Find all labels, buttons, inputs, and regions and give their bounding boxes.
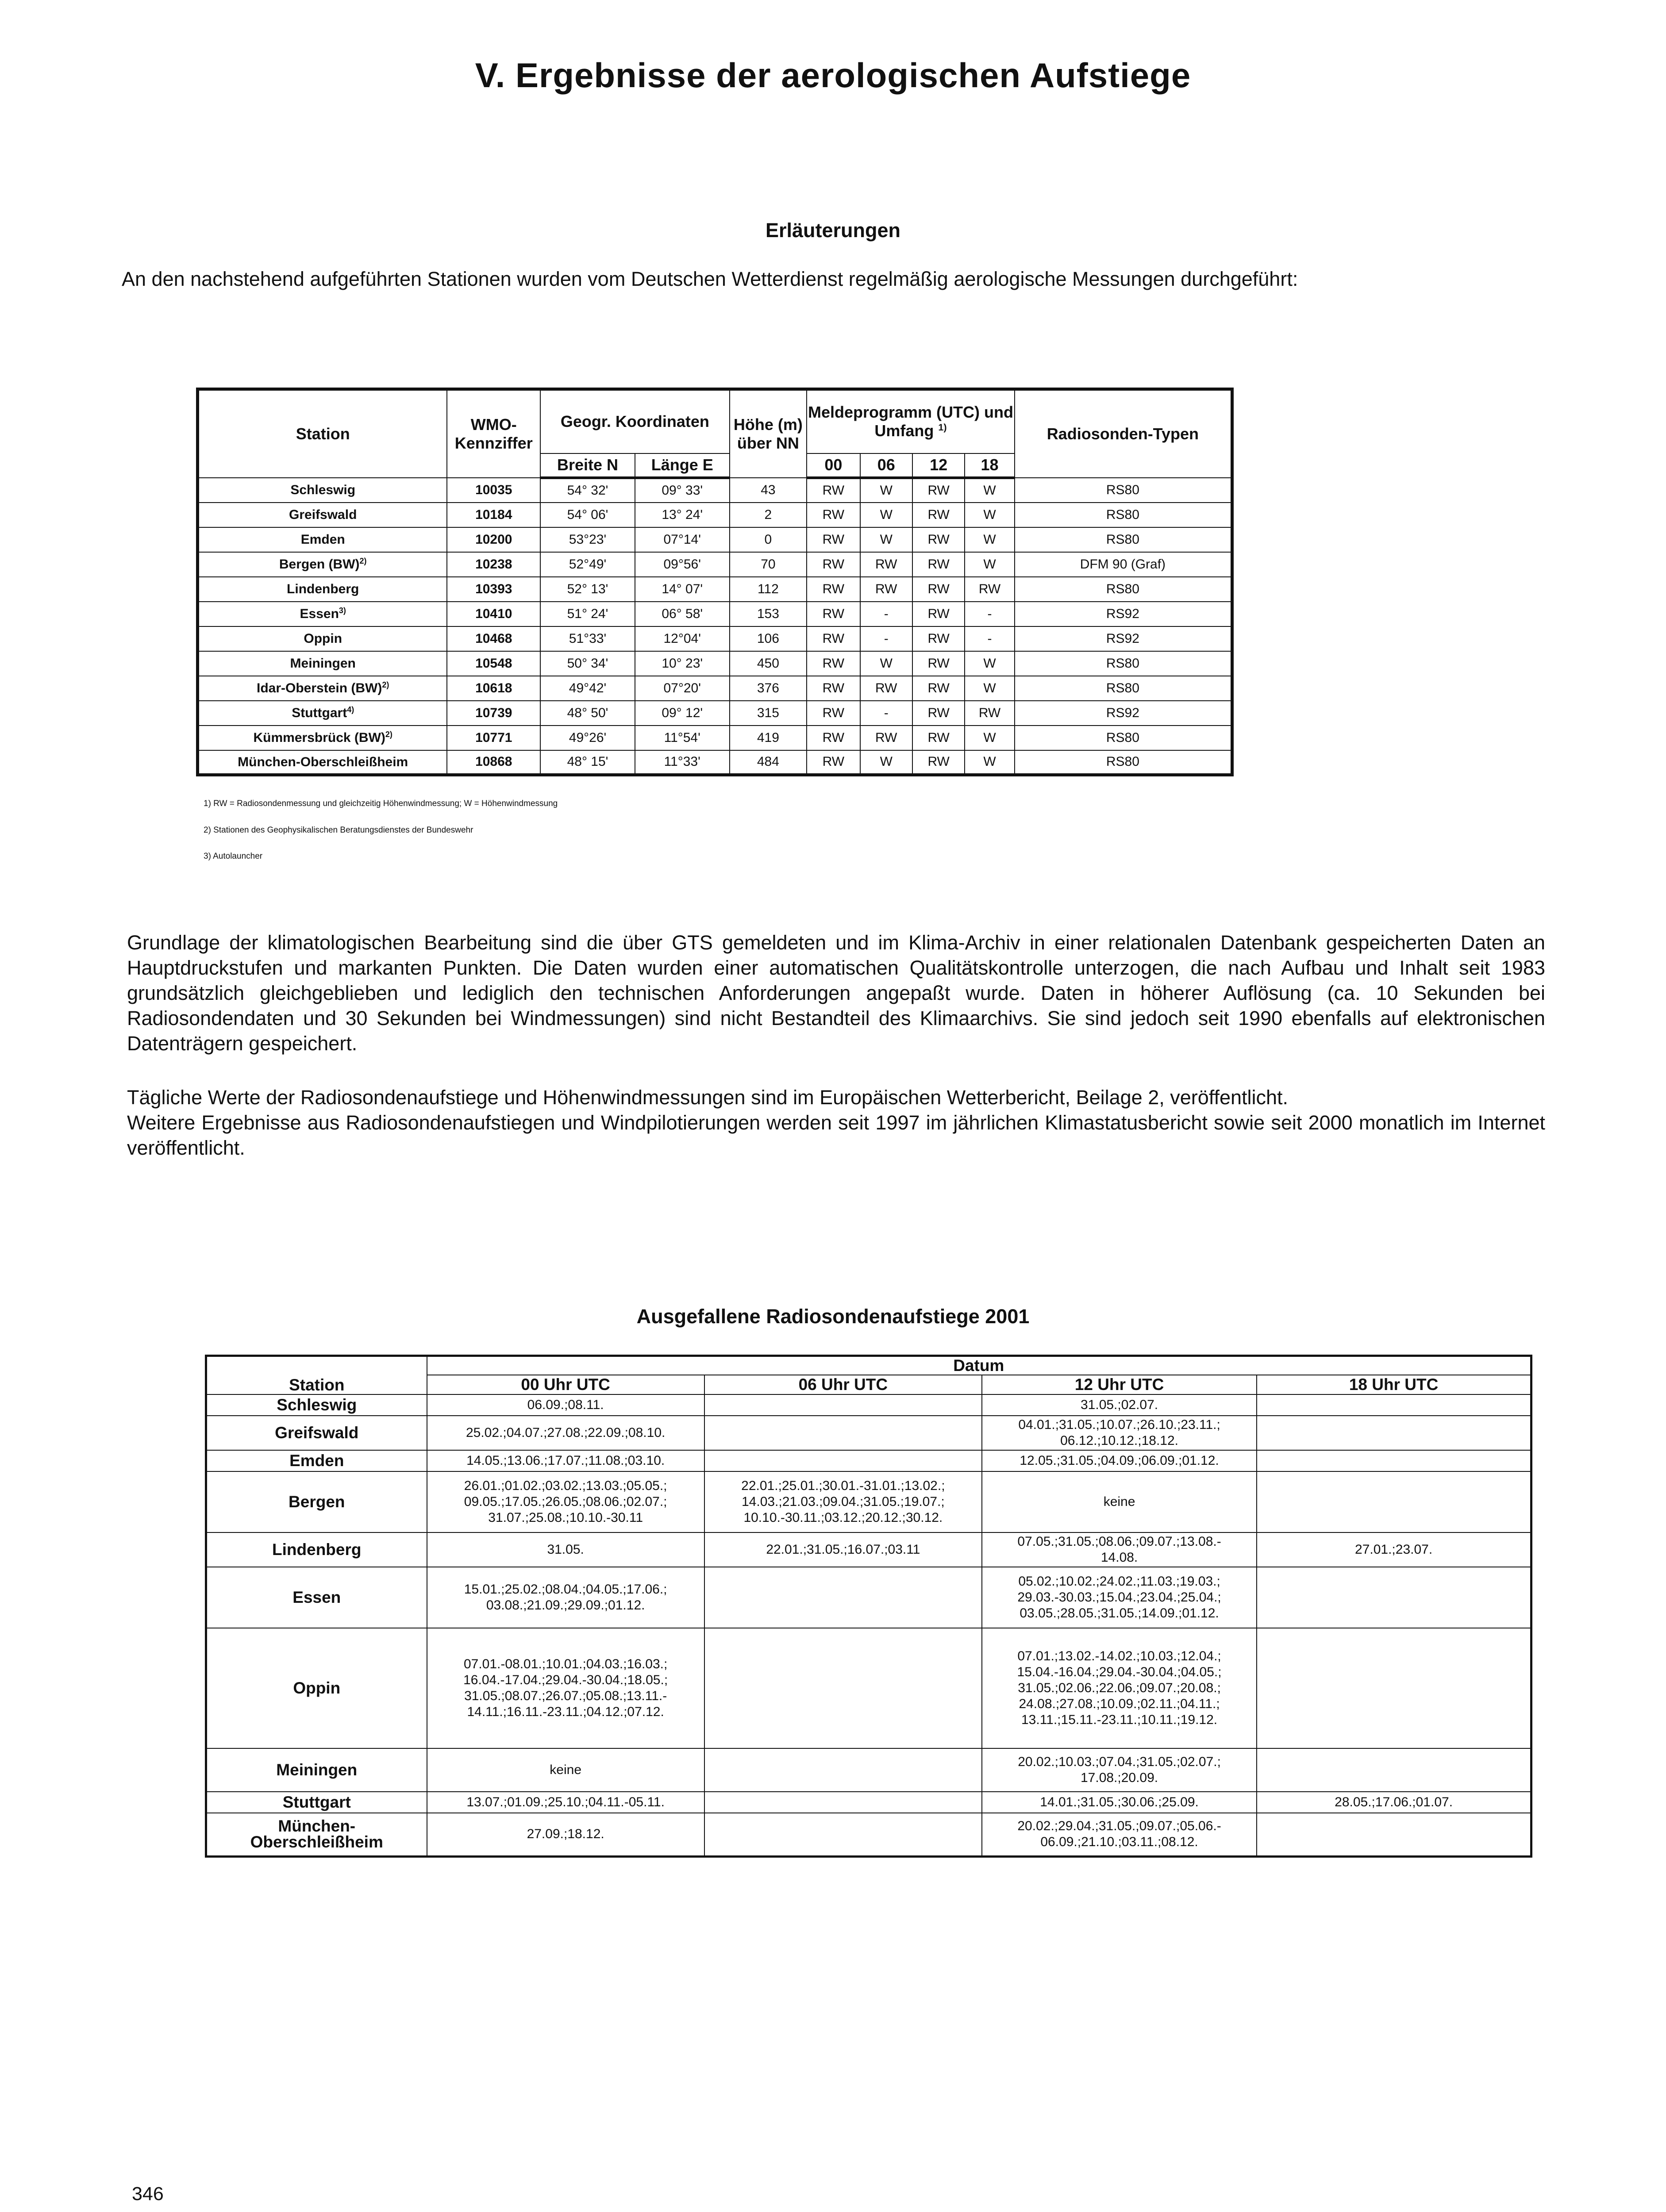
failure-12: 04.01.;31.05.;10.07.;26.10.;23.11.; 06.12.;10.12.;18.12. <box>982 1416 1257 1450</box>
station-name: Lindenberg <box>198 577 447 602</box>
paragraph-grundlage: Grundlage der klimatologischen Bearbeitung sind die über GTS gemeldeten und im Klima-Archiv in einer relationalen Datenbank gespeicherten Daten an Hauptdruckstufen und markanten Punkten. Die Daten wurden einer automatischen Qualitätskontrolle unterzogen, die nach Aufbau und Inhalt seit 1983 grundsätzlich gleichgeblieben und lediglich den technischen Anforderungen angepaßt wurde. Daten in höherer Auflösung (ca. 10 Sekunden bei Radiosondendaten und 30 Sekunden bei Windmessungen) sind nicht Bestandteil des Klimaarchivs. Sie sind jedoch seit 1990 ebenfalls auf elektronischen Datenträgern gespeichert. <box>127 931 1545 1055</box>
breite: 49°42' <box>540 676 635 701</box>
failure-00: keine <box>427 1748 704 1792</box>
program-12: RW <box>912 676 965 701</box>
station-row <box>198 676 1232 701</box>
failure-12: 07.05.;31.05.;08.06.;09.07.;13.08.- 14.08. <box>982 1532 1257 1567</box>
breite: 53°23' <box>540 527 635 552</box>
program-18: - <box>965 602 1014 626</box>
header-wmo: WMO-Kennziffer <box>447 389 540 478</box>
breite: 48° 50' <box>540 701 635 726</box>
footnote-2: 2) Stationen des Geophysikalischen Beratungsdienstes der Bundeswehr <box>204 826 473 835</box>
laenge: 06° 58' <box>635 602 730 626</box>
station-name: Meiningen <box>198 651 447 676</box>
failure-12: 14.01.;31.05.;30.06.;25.09. <box>982 1792 1257 1813</box>
failure-00: 06.09.;08.11. <box>427 1394 704 1416</box>
failure-row <box>206 1450 1531 1471</box>
failure-06 <box>704 1567 982 1628</box>
failure-row <box>206 1416 1531 1450</box>
program-18: W <box>965 552 1014 577</box>
laenge: 11°54' <box>635 726 730 750</box>
program-00: RW <box>807 503 860 527</box>
program-00: RW <box>807 651 860 676</box>
laenge: 12°04' <box>635 626 730 651</box>
stations-table <box>196 388 1234 776</box>
program-18: W <box>965 676 1014 701</box>
failure-station: Bergen <box>206 1471 427 1532</box>
failure-row <box>206 1532 1531 1567</box>
program-06: RW <box>860 726 912 750</box>
program-18: RW <box>965 577 1014 602</box>
breite: 51° 24' <box>540 602 635 626</box>
laenge: 13° 24' <box>635 503 730 527</box>
page-title: V. Ergebnisse der aerologischen Aufstiege <box>475 56 1191 95</box>
failure-station: Oppin <box>206 1628 427 1748</box>
program-12: RW <box>912 602 965 626</box>
program-18: W <box>965 478 1014 503</box>
wmo-code: 10739 <box>447 701 540 726</box>
hoehe: 2 <box>730 503 807 527</box>
hoehe: 153 <box>730 602 807 626</box>
failure-06 <box>704 1748 982 1792</box>
program-18: RW <box>965 701 1014 726</box>
intro-text: An den nachstehend aufgeführten Stationen wurden vom Deutschen Wetterdienst regelmäßig aerologische Messungen durchgeführt: <box>122 268 1298 290</box>
failure-12: 20.02.;29.04.;31.05.;09.07.;05.06.- 06.09.;21.10.;03.11.;08.12. <box>982 1813 1257 1856</box>
header-meldeprogramm: Meldeprogramm (UTC) und Umfang $^{1)}$ <box>807 389 1015 453</box>
station-name: Idar-Oberstein (BW)$^{2)}$ <box>198 676 447 701</box>
laenge: 07°14' <box>635 527 730 552</box>
station-row <box>198 527 1232 552</box>
laenge: 09°56' <box>635 552 730 577</box>
laenge: 10° 23' <box>635 651 730 676</box>
wmo-code: 10468 <box>447 626 540 651</box>
breite: 49°26' <box>540 726 635 750</box>
program-12: RW <box>912 726 965 750</box>
program-18: W <box>965 503 1014 527</box>
wmo-code: 10238 <box>447 552 540 577</box>
failure-row <box>206 1628 1531 1748</box>
laenge: 07°20' <box>635 676 730 701</box>
hoehe: 315 <box>730 701 807 726</box>
failure-18 <box>1257 1748 1531 1792</box>
failure-row <box>206 1471 1531 1532</box>
hoehe: 450 <box>730 651 807 676</box>
laenge: 09° 33' <box>635 478 730 503</box>
failure-18 <box>1257 1567 1531 1628</box>
header-06: 06 <box>860 453 912 478</box>
program-18: W <box>965 750 1014 775</box>
header-laenge: Länge E <box>635 453 730 478</box>
failure-00: 14.05.;13.06.;17.07.;11.08.;03.10. <box>427 1450 704 1471</box>
failure-12: 31.05.;02.07. <box>982 1394 1257 1416</box>
footnote-1: 1) RW = Radiosondenmessung und gleichzeitig Höhenwindmessung; W = Höhenwindmessung <box>204 799 558 808</box>
station-name: Bergen (BW)$^{2)}$ <box>198 552 447 577</box>
failure-row <box>206 1813 1531 1856</box>
program-06: RW <box>860 676 912 701</box>
failure-18 <box>1257 1471 1531 1532</box>
program-18: W <box>965 527 1014 552</box>
breite: 54° 06' <box>540 503 635 527</box>
failure-00: 27.09.;18.12. <box>427 1813 704 1856</box>
hoehe: 376 <box>730 676 807 701</box>
failures-header-station: Station <box>206 1356 427 1395</box>
program-00: RW <box>807 552 860 577</box>
wmo-code: 10410 <box>447 602 540 626</box>
failure-00: 15.01.;25.02.;08.04.;04.05.;17.06.; 03.08.;21.09.;29.09.;01.12. <box>427 1567 704 1628</box>
station-row <box>198 651 1232 676</box>
header-typen: Radiosonden-Typen <box>1015 389 1232 478</box>
hoehe: 419 <box>730 726 807 750</box>
failure-12: 07.01.;13.02.-14.02.;10.03.;12.04.; 15.04.-16.04.;29.04.-30.04.;04.05.; 31.05.;02.06.;22.06.;09.07.;20.08.; 24.08.;27.08.;10.09.;02.11.;04.11.; 13.11.;15.11.-23.11.;10.11.;19.12. <box>982 1628 1257 1748</box>
program-06: - <box>860 626 912 651</box>
failure-row <box>206 1394 1531 1416</box>
failure-12: keine <box>982 1471 1257 1532</box>
failures-header-12: 12 Uhr UTC <box>982 1375 1257 1394</box>
header-18: 18 <box>965 453 1014 478</box>
program-00: RW <box>807 701 860 726</box>
station-row <box>198 726 1232 750</box>
section-heading-ausgefallene: Ausgefallene Radiosondenaufstiege 2001 <box>636 1305 1030 1328</box>
failures-table <box>205 1355 1532 1858</box>
program-12: RW <box>912 527 965 552</box>
station-name: Kümmersbrück (BW)$^{2)}$ <box>198 726 447 750</box>
program-12: RW <box>912 701 965 726</box>
program-12: RW <box>912 750 965 775</box>
failure-12: 20.02.;10.03.;07.04.;31.05.;02.07.; 17.08.;20.09. <box>982 1748 1257 1792</box>
hoehe: 112 <box>730 577 807 602</box>
breite: 48° 15' <box>540 750 635 775</box>
failure-18 <box>1257 1450 1531 1471</box>
station-name: Schleswig <box>198 478 447 503</box>
footnote-3: 3) Autolauncher <box>204 852 263 861</box>
failure-12: 05.02.;10.02.;24.02.;11.03.;19.03.; 29.03.-30.03.;15.04.;23.04.;25.04.; 03.05.;28.05.;31.05.;14.09.;01.12. <box>982 1567 1257 1628</box>
radiosonde-type: RS80 <box>1015 726 1232 750</box>
radiosonde-type: RS80 <box>1015 503 1232 527</box>
failure-row <box>206 1748 1531 1792</box>
program-00: RW <box>807 626 860 651</box>
paragraph-taegliche-werte: Tägliche Werte der Radiosondenaufstiege und Höhenwindmessungen sind im Europäischen Wetterbericht, Beilage 2, veröffentlicht. <box>127 1086 1289 1109</box>
failure-18: 28.05.;17.06.;01.07. <box>1257 1792 1531 1813</box>
paragraph-weitere-ergebnisse: Weitere Ergebnisse aus Radiosondenaufstiegen und Windpilotierungen werden seit 1997 im jährlichen Klimastatusbericht sowie seit 2000 monatlich im Internet veröffentlicht. <box>127 1111 1545 1159</box>
station-name: Oppin <box>198 626 447 651</box>
failure-station: Essen <box>206 1567 427 1628</box>
radiosonde-type: RS92 <box>1015 602 1232 626</box>
failure-18 <box>1257 1628 1531 1748</box>
radiosonde-type: RS80 <box>1015 651 1232 676</box>
program-06: RW <box>860 552 912 577</box>
failure-18: 27.01.;23.07. <box>1257 1532 1531 1567</box>
program-12: RW <box>912 552 965 577</box>
program-12: RW <box>912 478 965 503</box>
failure-station: Schleswig <box>206 1394 427 1416</box>
failure-station: Stuttgart <box>206 1792 427 1813</box>
failures-header-00: 00 Uhr UTC <box>427 1375 704 1394</box>
hoehe: 70 <box>730 552 807 577</box>
failure-00: 26.01.;01.02.;03.02.;13.03.;05.05.; 09.05.;17.05.;26.05.;08.06.;02.07.; 31.07.;25.08.;10.10.-30.11 <box>427 1471 704 1532</box>
program-12: RW <box>912 503 965 527</box>
program-06: - <box>860 602 912 626</box>
station-name: Emden <box>198 527 447 552</box>
failure-06 <box>704 1450 982 1471</box>
header-koordinaten: Geogr. Koordinaten <box>540 389 729 453</box>
breite: 52°49' <box>540 552 635 577</box>
laenge: 11°33' <box>635 750 730 775</box>
header-station: Station <box>198 389 447 478</box>
failure-06: 22.01.;31.05.;16.07.;03.11 <box>704 1532 982 1567</box>
failure-station: Greifswald <box>206 1416 427 1450</box>
station-name: Essen$^{3)}$ <box>198 602 447 626</box>
hoehe: 484 <box>730 750 807 775</box>
station-name: Stuttgart$^{4)}$ <box>198 701 447 726</box>
breite: 50° 34' <box>540 651 635 676</box>
section-heading-erlaeuterungen: Erläuterungen <box>765 219 901 242</box>
failure-station: Meiningen <box>206 1748 427 1792</box>
program-12: RW <box>912 651 965 676</box>
station-row <box>198 626 1232 651</box>
failure-06: 22.01.;25.01.;30.01.-31.01.;13.02.; 14.03.;21.03.;09.04.;31.05.;19.07.; 10.10.-30.11.;03.12.;20.12.;30.12. <box>704 1471 982 1532</box>
program-18: W <box>965 651 1014 676</box>
failures-header-datum: Datum <box>427 1356 1531 1375</box>
breite: 52° 13' <box>540 577 635 602</box>
program-00: RW <box>807 478 860 503</box>
program-18: - <box>965 626 1014 651</box>
station-row <box>198 503 1232 527</box>
breite: 54° 32' <box>540 478 635 503</box>
failure-06 <box>704 1416 982 1450</box>
program-06: W <box>860 651 912 676</box>
wmo-code: 10393 <box>447 577 540 602</box>
failure-00: 25.02.;04.07.;27.08.;22.09.;08.10. <box>427 1416 704 1450</box>
laenge: 14° 07' <box>635 577 730 602</box>
radiosonde-type: RS80 <box>1015 527 1232 552</box>
wmo-code: 10868 <box>447 750 540 775</box>
header-00: 00 <box>807 453 860 478</box>
wmo-code: 10618 <box>447 676 540 701</box>
program-06: RW <box>860 577 912 602</box>
program-06: - <box>860 701 912 726</box>
station-row <box>198 750 1232 775</box>
program-00: RW <box>807 527 860 552</box>
station-row <box>198 577 1232 602</box>
program-00: RW <box>807 726 860 750</box>
failure-18 <box>1257 1416 1531 1450</box>
program-06: W <box>860 527 912 552</box>
radiosonde-type: RS92 <box>1015 701 1232 726</box>
failure-row <box>206 1792 1531 1813</box>
failure-row <box>206 1567 1531 1628</box>
failure-00: 07.01.-08.01.;10.01.;04.03.;16.03.; 16.04.-17.04.;29.04.-30.04.;18.05.; 31.05.;08.07.;26.07.;05.08.;13.11.- 14.11.;16.11.-23.11.;04.12.;07.12. <box>427 1628 704 1748</box>
wmo-code: 10035 <box>447 478 540 503</box>
radiosonde-type: RS80 <box>1015 478 1232 503</box>
failures-header-18: 18 Uhr UTC <box>1257 1375 1531 1394</box>
failure-06 <box>704 1394 982 1416</box>
laenge: 09° 12' <box>635 701 730 726</box>
program-12: RW <box>912 626 965 651</box>
failure-18 <box>1257 1394 1531 1416</box>
failure-station: München- Oberschleißheim <box>206 1813 427 1856</box>
hoehe: 106 <box>730 626 807 651</box>
station-name: München-Oberschleißheim <box>198 750 447 775</box>
header-12: 12 <box>912 453 965 478</box>
failures-header-06: 06 Uhr UTC <box>704 1375 982 1394</box>
station-row <box>198 602 1232 626</box>
program-00: RW <box>807 577 860 602</box>
hoehe: 43 <box>730 478 807 503</box>
failure-00: 31.05. <box>427 1532 704 1567</box>
header-hoehe: Höhe (m) über NN <box>730 389 807 478</box>
station-row <box>198 552 1232 577</box>
failure-06 <box>704 1792 982 1813</box>
program-00: RW <box>807 750 860 775</box>
failure-station: Lindenberg <box>206 1532 427 1567</box>
radiosonde-type: RS80 <box>1015 676 1232 701</box>
failure-station: Emden <box>206 1450 427 1471</box>
header-breite: Breite N <box>540 453 635 478</box>
radiosonde-type: RS80 <box>1015 750 1232 775</box>
wmo-code: 10184 <box>447 503 540 527</box>
radiosonde-type: RS92 <box>1015 626 1232 651</box>
program-12: RW <box>912 577 965 602</box>
page-number: 346 <box>132 2183 164 2204</box>
program-06: W <box>860 750 912 775</box>
failure-18 <box>1257 1813 1531 1856</box>
failure-06 <box>704 1628 982 1748</box>
wmo-code: 10771 <box>447 726 540 750</box>
failure-12: 12.05.;31.05.;04.09.;06.09.;01.12. <box>982 1450 1257 1471</box>
station-name: Greifswald <box>198 503 447 527</box>
program-06: W <box>860 503 912 527</box>
station-row <box>198 701 1232 726</box>
wmo-code: 10548 <box>447 651 540 676</box>
program-18: W <box>965 726 1014 750</box>
failure-06 <box>704 1813 982 1856</box>
radiosonde-type: DFM 90 (Graf) <box>1015 552 1232 577</box>
program-00: RW <box>807 602 860 626</box>
station-row <box>198 478 1232 503</box>
breite: 51°33' <box>540 626 635 651</box>
wmo-code: 10200 <box>447 527 540 552</box>
failure-00: 13.07.;01.09.;25.10.;04.11.-05.11. <box>427 1792 704 1813</box>
program-06: W <box>860 478 912 503</box>
hoehe: 0 <box>730 527 807 552</box>
radiosonde-type: RS80 <box>1015 577 1232 602</box>
program-00: RW <box>807 676 860 701</box>
